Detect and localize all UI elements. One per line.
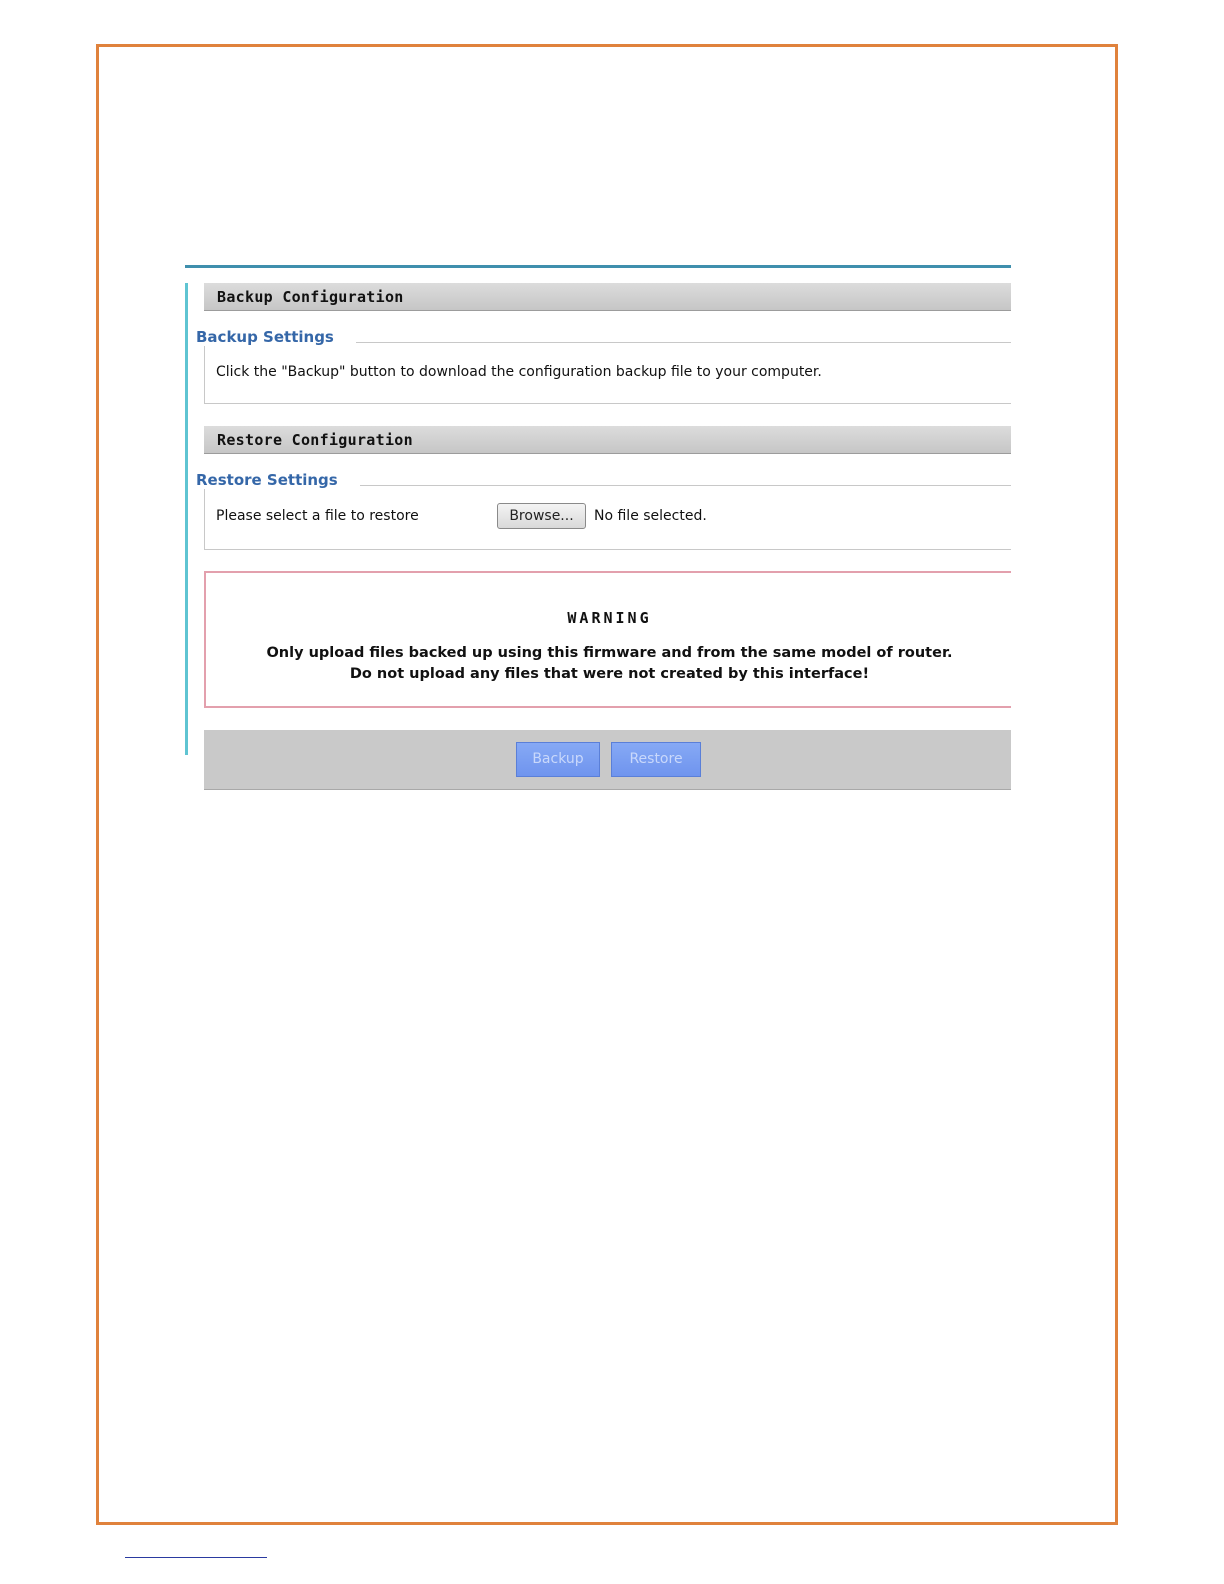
- router-backup-restore-screenshot: [185, 265, 1011, 791]
- restore-settings-divider: [345, 485, 1011, 486]
- restore-select-label: Please select a file to restore: [216, 508, 419, 524]
- warning-box: [204, 571, 1011, 708]
- restore-configuration-header: Restore Configuration: [204, 426, 1011, 454]
- left-accent-bar: [185, 283, 188, 755]
- warning-title: WARNING: [567, 609, 652, 627]
- backup-configuration-header: Backup Configuration: [204, 283, 1011, 311]
- top-accent-line: [185, 265, 1011, 268]
- footnote-rule: [125, 1557, 267, 1558]
- restore-button[interactable]: Restore: [611, 742, 701, 777]
- file-status-text: No file selected.: [594, 508, 707, 524]
- backup-settings-divider: [335, 342, 1011, 343]
- action-button-bar: [204, 730, 1011, 790]
- restore-settings-title: Restore Settings: [196, 471, 360, 489]
- backup-description: Click the "Backup" button to download the configuration backup file to your computer.: [216, 364, 822, 380]
- backup-button[interactable]: Backup: [516, 742, 600, 777]
- warning-line-1: Only upload files backed up using this firmware and from the same model of router.: [266, 645, 953, 661]
- backup-settings-title: Backup Settings: [196, 328, 356, 346]
- warning-line-2: Do not upload any files that were not created by this interface!: [349, 666, 870, 682]
- browse-button[interactable]: Browse...: [497, 503, 586, 529]
